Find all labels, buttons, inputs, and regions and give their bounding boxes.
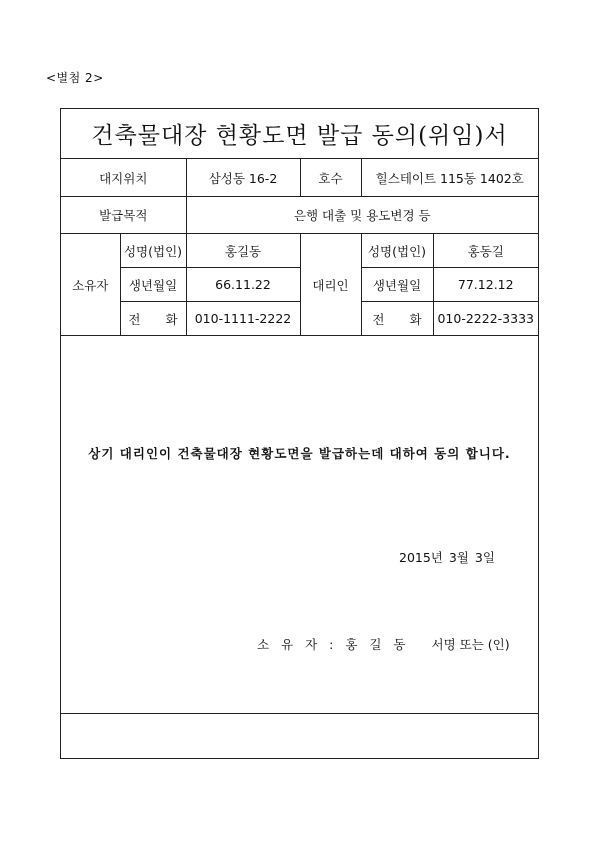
site-row — [61, 159, 538, 197]
form-title: 건축물대장 현황도면 발급 동의(위임)서 — [61, 109, 538, 159]
person-row-phone — [61, 302, 538, 336]
owner-birth-label: 생년월일 — [120, 268, 186, 302]
purpose-value: 은행 대출 및 용도변경 등 — [186, 197, 538, 234]
agent-birth-label: 생년월일 — [361, 268, 433, 302]
agent-name-label: 성명(법인) — [361, 234, 433, 268]
annex-label: <별첨 2> — [46, 71, 104, 85]
purpose-row — [61, 197, 538, 234]
owner-name-value: 홍길동 — [186, 234, 300, 268]
owner-name-label: 성명(법인) — [120, 234, 186, 268]
issue-date: 2015년 3월 3일 — [399, 550, 495, 565]
location-label: 대지위치 — [61, 159, 186, 197]
consent-form — [60, 108, 539, 759]
person-row-birth — [61, 268, 538, 302]
agent-name-value: 홍동길 — [433, 234, 538, 268]
unit-value: 힐스테이트 115동 1402호 — [361, 159, 538, 197]
person-row-name — [61, 234, 538, 268]
signature-line — [257, 635, 510, 653]
owner-phone-value: 010-1111-2222 — [186, 302, 300, 336]
owner-birth-value: 66.11.22 — [186, 268, 300, 302]
agent-phone-label: 전 화 — [361, 302, 433, 336]
owner-phone-label: 전 화 — [120, 302, 186, 336]
bottom-divider — [61, 713, 538, 714]
owner-signature-name: 소 유 자 : 홍 길 동 — [257, 637, 410, 652]
agent-group-label: 대리인 — [300, 234, 361, 336]
unit-label: 호수 — [300, 159, 361, 197]
agent-birth-value: 77.12.12 — [433, 268, 538, 302]
location-value: 삼성동 16-2 — [186, 159, 300, 197]
info-table — [61, 159, 538, 336]
consent-statement: 상기 대리인이 건축물대장 현황도면을 발급하는데 대하여 동의 합니다. — [88, 446, 511, 461]
agent-phone-value: 010-2222-3333 — [433, 302, 538, 336]
owner-group-label: 소유자 — [61, 234, 120, 336]
signature-note: 서명 또는 (인) — [431, 637, 510, 652]
purpose-label: 발급목적 — [61, 197, 186, 234]
